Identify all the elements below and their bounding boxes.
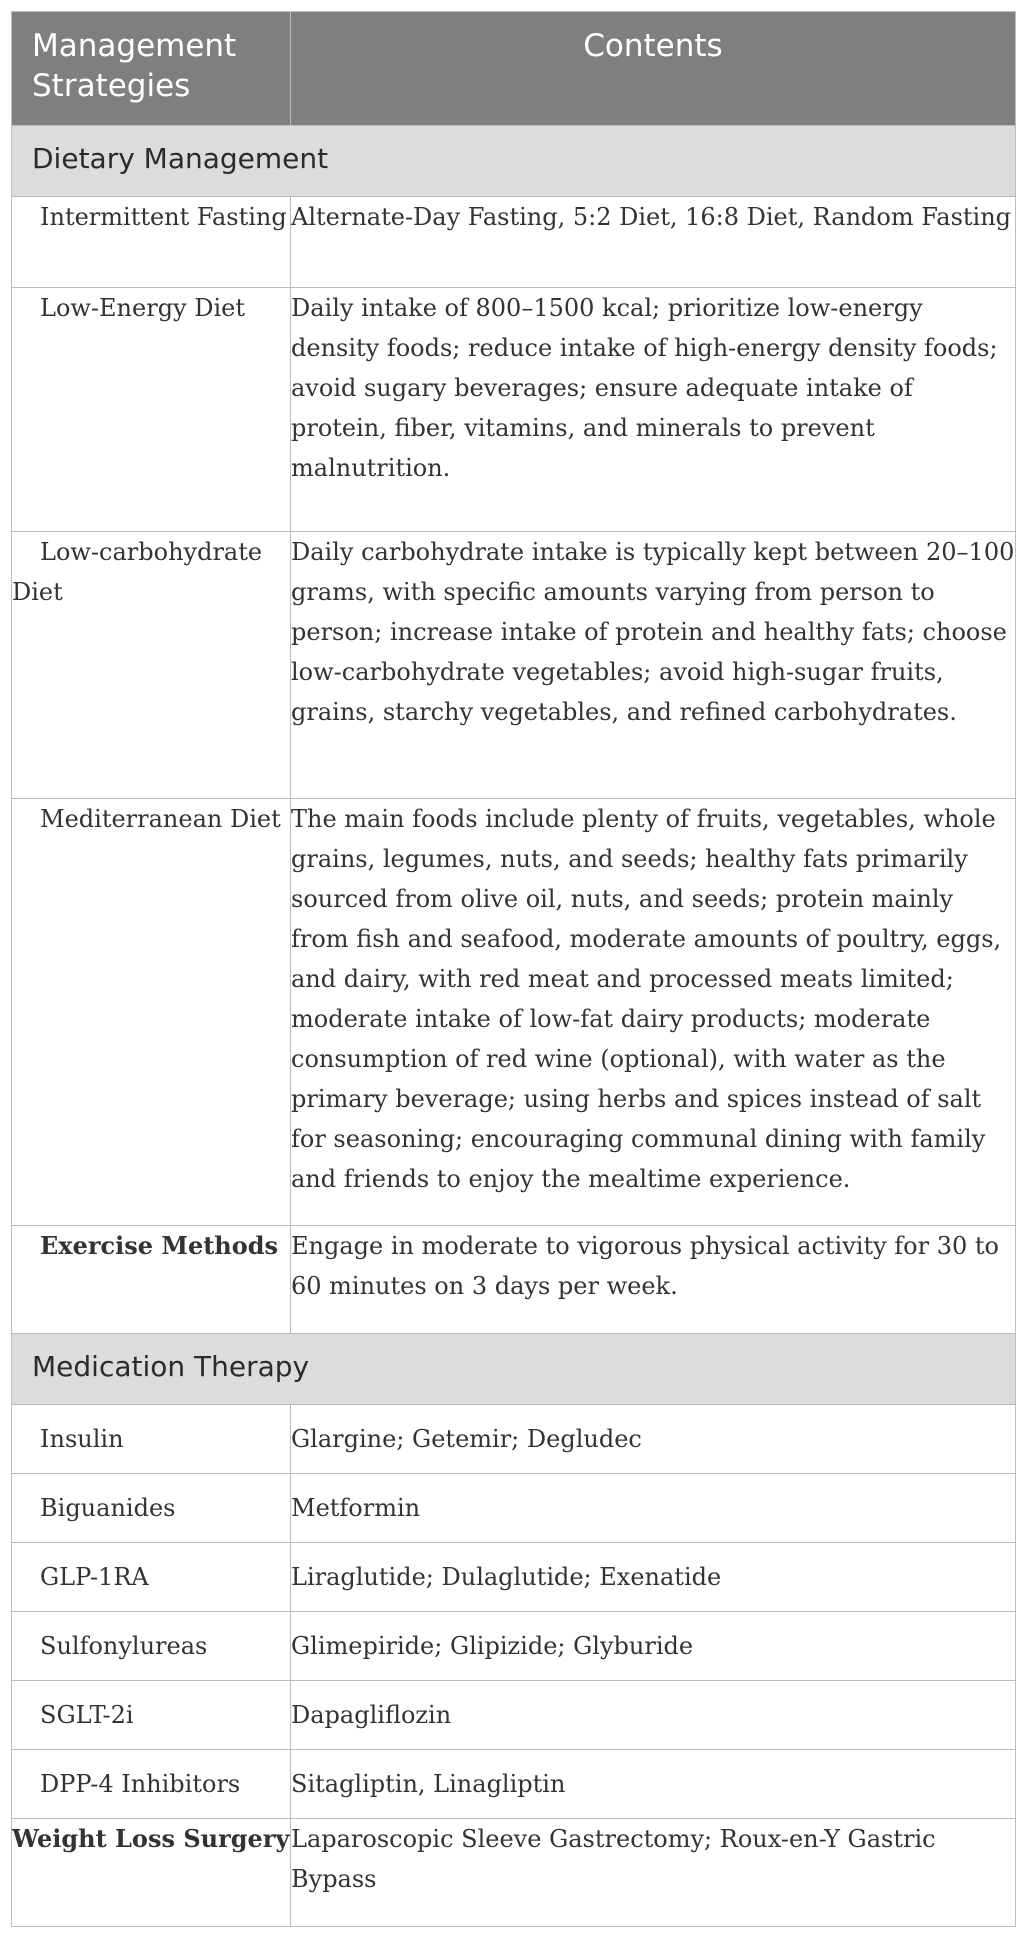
table-row xyxy=(12,1474,1016,1543)
strategy-content: Engage in moderate to vigorous physical activity for 30 to 60 minutes on 3 days per week. xyxy=(291,1226,1016,1334)
section-row-medication-therapy xyxy=(12,1334,1016,1405)
strategy-content: Alternate-Day Fasting, 5:2 Diet, 16:8 Diet, Random Fasting xyxy=(291,197,1016,288)
strategy-name: Low-Energy Diet xyxy=(12,288,291,532)
strategy-content: Laparoscopic Sleeve Gastrectomy; Roux-en-Y Gastric Bypass xyxy=(291,1819,1016,1927)
table-row xyxy=(12,288,1016,532)
section-row-dietary-management xyxy=(12,126,1016,197)
table-row xyxy=(12,1405,1016,1474)
strategy-content: Liraglutide; Dulaglutide; Exenatide xyxy=(291,1543,1016,1612)
strategy-name: Intermittent Fasting xyxy=(12,197,291,288)
strategy-content: Sitagliptin, Linagliptin xyxy=(291,1750,1016,1819)
strategy-name: Weight Loss Surgery xyxy=(12,1819,291,1927)
section-title: Medication Therapy xyxy=(12,1334,1016,1405)
management-strategies-table xyxy=(11,11,1016,1927)
strategy-name: Sulfonylureas xyxy=(12,1612,291,1681)
strategy-content: Dapagliflozin xyxy=(291,1681,1016,1750)
table-row xyxy=(12,1612,1016,1681)
strategy-content: Glargine; Getemir; Degludec xyxy=(291,1405,1016,1474)
strategy-content: Glimepiride; Glipizide; Glyburide xyxy=(291,1612,1016,1681)
strategy-content: Daily carbohydrate intake is typically kept between 20–100 grams, with specific amounts varying from person to person; increase intake of protein and healthy fats; choose low-carbohydrate vegetables; avoid high-sugar fruits, grains, starchy vegetables, and refined carbohydrates. xyxy=(291,532,1016,799)
table-row xyxy=(12,197,1016,288)
header-contents: Contents xyxy=(291,12,1016,126)
strategy-name: Biguanides xyxy=(12,1474,291,1543)
strategy-content: Metformin xyxy=(291,1474,1016,1543)
strategy-name: SGLT-2i xyxy=(12,1681,291,1750)
table-row xyxy=(12,1226,1016,1334)
strategy-name: Insulin xyxy=(12,1405,291,1474)
header-management-strategies: Management Strategies xyxy=(12,12,291,126)
strategy-name: Mediterranean Diet xyxy=(12,799,291,1226)
strategy-content: The main foods include plenty of fruits, vegetables, whole grains, legumes, nuts, and seeds; healthy fats primarily sourced from olive oil, nuts, and seeds; protein mainly from fish and seafood, moderate amounts of poultry, eggs, and dairy, with red meat and processed meats limited; moderate intake of low-fat dairy products; moderate consumption of red wine (optional), with water as the primary beverage; using herbs and spices instead of salt for seasoning; encouraging communal dining with family and friends to enjoy the mealtime experience. xyxy=(291,799,1016,1226)
table-row xyxy=(12,1543,1016,1612)
strategy-name: DPP-4 Inhibitors xyxy=(12,1750,291,1819)
section-title: Dietary Management xyxy=(12,126,1016,197)
table-header-row xyxy=(12,12,1016,126)
strategy-name: Exercise Methods xyxy=(12,1226,291,1334)
table-row xyxy=(12,799,1016,1226)
table-row xyxy=(12,1681,1016,1750)
strategy-content: Daily intake of 800–1500 kcal; prioritize low-energy density foods; reduce intake of high-energy density foods; avoid sugary beverages; ensure adequate intake of protein, fiber, vitamins, and minerals to prevent malnutrition. xyxy=(291,288,1016,532)
table-row-weight-loss-surgery xyxy=(12,1819,1016,1927)
strategy-name: Low-carbohydrate Diet xyxy=(12,532,291,799)
table-row xyxy=(12,532,1016,799)
table-row xyxy=(12,1750,1016,1819)
strategy-name: GLP-1RA xyxy=(12,1543,291,1612)
